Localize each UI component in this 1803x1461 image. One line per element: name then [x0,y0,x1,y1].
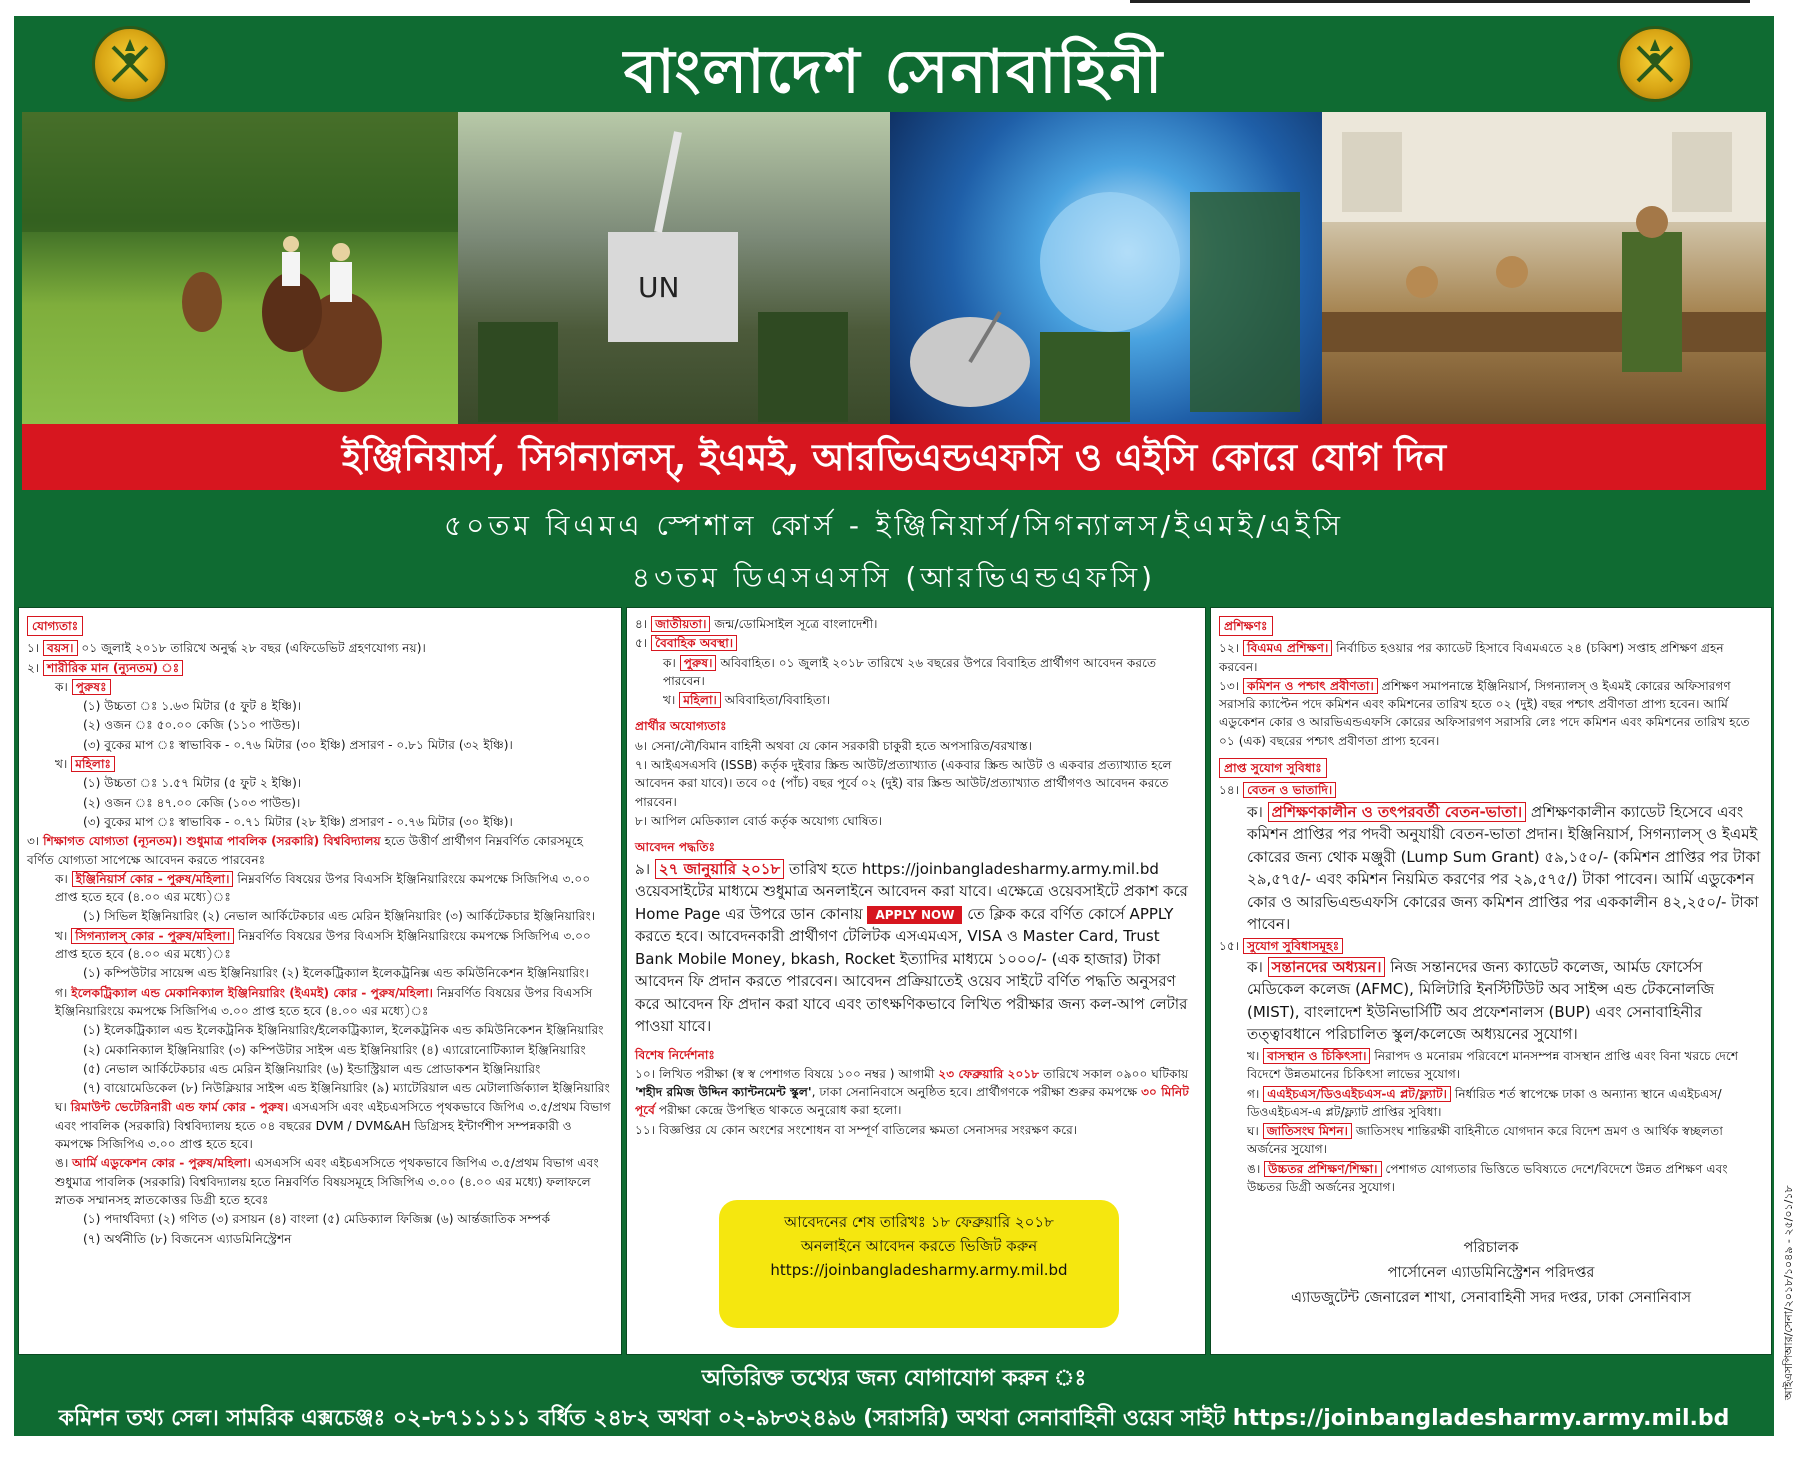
item-index: ক। [1247,802,1263,821]
ineligibility-7: ৭। আইএসএসবি (ISSB) কর্তৃক দুইবার স্ক্রিন্ড আউট/প্রত্যাখ্যাত (একবার স্ক্রিন্ড আউট ও একবার প্রত্যাখ্যাত হলে আবেদন করা যাবে)। তবে ০৫ (পাঁচ) বছর পূর্বে ০২ (দুই) বার স্ক্রিন্ড আউট/প্রত্যাখ্যাত প্রার্থীগণও আবেদন করতে পারবেন। [635,758,1172,809]
eligibility-panel [18,607,622,1355]
side-reference-code: আইএসপিআর/সেনা/২০১৮/১০৪৯ - ২৫/০১/১৮ [1782,1185,1795,1400]
apply-now-button[interactable]: APPLY NOW [867,906,962,924]
contact-heading: অতিরিক্ত তথ্যের জন্য যোগাযোগ করুন ঃ [701,1366,1087,1391]
engineers-text: নিম্নবর্ণিত বিষয়ের উপর বিএসসি ইঞ্জিনিয়ারিংয়ে কমপক্ষে সিজিপিএ ৩.০০ প্রাপ্ত হতে হবে (৪.০০ এর মধ্যে)ঃ [55,871,591,905]
rvfc-label: রিমাউন্ট ভেটেরিনারী এন্ড ফার্ম কোর - পুরুষ। [70,1100,289,1115]
training-13 [1219,677,1763,750]
signals-text: নিম্নবর্ণিত বিষয়ের উপর বিএসসি ইঞ্জিনিয়ারিংয়ে কমপক্ষে সিজিপিএ ৩.০০ প্রাপ্ত হতে হবে (৪.০০ এর মধ্যে)ঃ [55,928,591,962]
item-index: খ। [1247,1048,1260,1063]
marital-female-text: অবিবাহিতা/বিবাহিতা। [724,693,831,708]
deadline-box [719,1200,1119,1328]
nationality-row [635,615,1197,633]
children-study-label: সন্তানদের অধ্যয়ন। [1268,957,1386,977]
special-10-text-c: , ঢাকা সেনানিবাসে অনুষ্ঠিত হবে। প্রার্থীগণকে পরীক্ষা শুরুর কমপক্ষে [811,1085,1138,1100]
benefit-15a [1219,956,1763,1046]
benefit-15d [1219,1122,1763,1159]
benefit-14a [1219,801,1763,936]
deadline-url-link[interactable]: https://joinbangladesharmy.army.mil.bd [770,1261,1068,1279]
photo-horse-riders [22,112,458,424]
special-10-text-a: ১০। লিখিত পরীক্ষা (স্ব স্ব পেশাগত বিষয়ে ১০০ নম্বর ) আগামী [635,1066,935,1081]
female-label: মহিলাঃ [71,756,115,772]
marital-male-label: পুরুষ। [680,655,717,671]
female-heading [27,755,613,773]
ineligibility-6: ৬। সেনা/নৌ/বিমান বাহিনী অথবা যে কোন সরকারী চাকুরী হতে অপসারিত/বরখাস্ত। [635,738,1032,753]
item-index: খ। [663,693,676,708]
header [14,16,1774,108]
marital-row [635,634,1197,652]
exam-date: ২৩ ফেব্রুয়ারি ২০১৮ [938,1066,1040,1081]
special-11: ১১। বিজ্ঞপ্তির যে কোন অংশের সংশোধন বা সম্পূর্ণ বাতিলের ক্ষমতা সেনাসদর সংরক্ষণ করে। [635,1122,1078,1137]
male-height: (১) উচ্চতা ঃ ১.৬৩ মিটার (৫ ফুট ৪ ইঞ্চি)। [83,699,302,714]
recruitment-banner: ইঞ্জিনিয়ার্স, সিগন্যালস্‌, ইএমই, আরভিএন্ডএফসি ও এইসি কোরে যোগ দিন [22,424,1766,490]
item-index: ঙ। [1247,1161,1261,1176]
bma-training-text: নির্বাচিত হওয়ার পর ক্যাডেট হিসাবে বিএমএতে ২৪ (চব্বিশ) সপ্তাহ প্রশিক্ষণ গ্রহন করবেন। [1219,641,1724,674]
male-label: পুরুষঃ [72,679,111,695]
application-heading: আবেদন পদ্ধতিঃ [635,840,716,855]
education-row [27,832,613,869]
special-10-text-d: পরীক্ষা কেন্দ্রে উপস্থিত থাকতে অনুরোধ করা হলো। [658,1103,902,1118]
eme-list-2: (২) মেকানিক্যাল ইঞ্জিনিয়ারিং (৩) কম্পিউটার সাইন্স এন্ড ইঞ্জিনিয়ারিং (৪) এ্যারোনোটিক্যাল ইঞ্জিনিয়ারিং [83,1042,586,1057]
course-line-2: ৪৩তম ডিএসএসসি (আরভিএন্ডএফসি) [631,561,1157,594]
female-weight: (২) ওজন ঃ ৪৭.০০ কেজি (১০৩ পাউন্ড)। [83,795,301,810]
application-panel [626,607,1206,1355]
un-mission-label: জাতিসংঘ মিশন। [1263,1123,1352,1139]
commission-label: কমিশন ও পশ্চাৎ প্রবীণতা। [1243,678,1378,694]
item-number: ১৩। [1219,678,1240,693]
male-heading [27,678,613,696]
physical-label: শারীরিক মান (ন্যুনতম) ঃ [43,660,183,676]
engineers-label: ইঞ্জিনিয়ার্স কোর - পুরুষ/মহিলা। [72,871,234,887]
director-branch: এ্যাডজুটেন্ট জেনারেল শাখা, সেনাবাহিনী সদর দপ্তর, ঢাকা সেনানিবাস [1290,1289,1692,1306]
top-strip [0,0,1803,8]
eme-label: ইলেকট্রিক্যাল এন্ড মেকানিক্যাল ইঞ্জিনিয়ারিং (ইএমই) কোর - পুরুষ/মহিলা। [71,985,434,1000]
deadline-date: আবেদনের শেষ তারিখঃ ১৮ ফেব্রুয়ারি ২০১৮ [784,1213,1054,1231]
aec-text: এসএসসি এবং এইচএসসিতে পৃথকভাবে জিপিএ ৩.৫/প্রথম বিভাগ এবং শুধুমাত্র পাবলিক (সরকারি) বিশ্ববিদ্যালয় হতে নিম্নবর্ণিত বিষয়সমূহে সিজিপিএ ৩.০০ (৪.০০ এর মধ্যে) ফলাফলে স্নাতক সম্মানসহ স্নাতকোত্তর ডিগ্রী হতে হবেঃ [55,1156,599,1207]
benefit-15 [1219,937,1763,955]
ineligibility-8: ৮। আপিল মেডিক্যাল বোর্ড কর্তৃক অযোগ্য ঘোষিত। [635,813,883,828]
nationality-label: জাতীয়তা। [651,616,710,632]
top-rule [1130,0,1750,3]
application-text-2: ওয়েবসাইটের মাধ্যমে শুধুমাত্র অনলাইনে আবেদন করা যাবে। এক্ষেত্রে ওয়েবসাইটে প্রকাশ করে Home Page এর উপরে ডান কোনায় [635,882,1188,923]
benefit-15c [1219,1085,1763,1122]
item-index: গ। [55,985,68,1000]
benefits-heading: প্রাপ্ত সুযোগ সুবিধাঃ [1219,758,1327,778]
eme-row [27,984,613,1021]
item-number: ১২। [1219,641,1240,656]
aec-list-2: (৭) অর্থনীতি (৮) বিজনেস এ্যাডমিনিস্ট্রেশন [83,1231,292,1246]
eme-text: নিম্নবর্ণিত বিষয়ের উপর বিএসসি ইঞ্জিনিয়ারিংয়ে কমপক্ষে সিজিপিএ ৩.০০ প্রাপ্ত হতে হবে (৪.০০ এর মধ্যে)ঃ [55,985,593,1018]
rvfc-text: এসএসসি এবং এইচএসসিতে পৃথকভাবে জিপিএ ৩.৫/প্রথম বিভাগ এবং পাবলিক (সরকারি) বিশ্ববিদ্যালয় হতে ০৪ বছরের DVM / DVM&AH ডিগ্রিসহ ইন্টার্ণশীপ সম্পন্নকারী ও কমপক্ষে সিজিপিএ ৩.০০ প্রাপ্ত হতে হবে। [55,1100,611,1152]
exam-venue: 'শহীদ রমিজ উদ্দিন ক্যান্টনমেন্ট স্কুল' [635,1085,812,1100]
eligibility-heading: যোগ্যতাঃ [27,616,83,636]
item-number: ৫। [635,636,648,651]
facilities-label: সুযোগ সুবিধাসমূহঃ [1243,938,1343,954]
application-url-link[interactable]: https://joinbangladesharmy.army.mil.bd [861,859,1159,878]
children-study-text: নিজ সন্তানদের জন্য ক্যাডেট কলেজ, আর্মড ফোর্সেস মেডিকেল কলেজ (AFMC), মিলিটারি ইনস্টিটিউট অব সাইন্স এন্ড টেকনোলজি (MIST), বাংলাদেশ ইউনিভার্সিটি অব প্রফেশনালস (BUP) এবং সেনাবাহিনীর তত্ত্বাবধানে পরিচালিত স্কুল/কলেজে অধ্যয়নের সুযোগ। [1247,957,1715,1044]
signals-list: (১) কম্পিউটার সায়েন্স এন্ড ইঞ্জিনিয়ারিং (২) ইলেকট্রিক্যাল ইলেকট্রনিক্স এন্ড কমিউনিকেশন ইঞ্জিনিয়ারিং। [83,966,589,981]
deadline-visit: অনলাইনে আবেদন করতে ভিজিট করুন [800,1237,1038,1255]
education-label: শিক্ষাগত যোগ্যতা (ন্যূনতম)। শুধুমাত্র পাবলিক (সরকারি) বিশ্ববিদ্যালয় [43,834,381,849]
higher-study-text: পেশাগত যোগ্যতার ভিত্তিতে ভবিষ্যতে দেশে/বিদেশে উন্নত প্রশিক্ষণ এবং উচ্চতর ডিগ্রী অর্জনের সুযোগ। [1247,1161,1728,1195]
photo-un-engineers [458,112,890,424]
director-office: পার্সোনেল এ্যাডমিনিস্ট্রেশন পরিদপ্তর [1387,1264,1595,1281]
item-number: ১৫। [1219,938,1240,953]
special-10 [635,1065,1197,1120]
item-index: ক। [55,871,68,886]
item-number: ১। [27,641,40,656]
army-emblem-icon [1617,26,1693,102]
item-index: ঙ। [55,1156,69,1171]
photo-signals-montage [890,112,1322,424]
item-index: খ। [55,928,68,943]
svg-text:UN: UN [638,271,680,304]
item-number: ৩। [27,834,40,849]
benefit-14 [1219,781,1763,799]
commission-text: প্রশিক্ষণ সমাপনান্তে ইঞ্জিনিয়ার্স, সিগন্যালস্‌ ও ইএমই কোরের অফিসারগণ সরাসরি ক্যাপ্টেন পদে কমিশন এবং কমিশনের তারিখ হতে ০২ (দুই) বছর পশ্চাৎ প্রবীণতা প্রাপ্য হবেন। আর্মি এডুকেশন কোর ও আরভিএন্ডএফসি কোরের অফিসারগণ সরাসরি লেঃ পদে কমিশন এবং কমিশনের তারিখ হতে ০১ (এক) বছরের পশ্চাৎ প্রবীণতা প্রাপ্য হবেন। [1219,678,1750,748]
physical-row [27,659,613,677]
page-title: বাংলাদেশ সেনাবাহিনী [623,37,1165,107]
female-chest: (৩) বুকের মাপ ঃ স্বাভাবিক - ০.৭১ মিটার (২৮ ইঞ্চি) প্রসারণ - ০.৭৬ মিটার (৩০ ইঞ্চি)। [83,814,513,829]
training-12 [1219,639,1763,676]
contact-details: কমিশন তথ্য সেল। সামরিক এক্সচেঞ্জঃ ০২-৮৭১১১১১ বর্ধিত ২৪৮২ অথবা ০২-৯৮৩২৪৯৬ (সরাসরি) অথবা সেনাবাহিনী ওয়েব সাইট https://joinbangladesharmy.army.mil.bd [58,1406,1730,1431]
item-number: ৯। [635,859,651,878]
pay-label: বেতন ও ভাতাদি। [1243,782,1336,798]
marital-female-label: মহিলা। [679,692,721,708]
advertisement-frame [14,16,1774,1436]
pay-text: প্রশিক্ষণকালীন ক্যাডেট হিসেবে এবং কমিশন প্রাপ্তির পর পদবী অনুযায়ী বেতন-ভাতা প্রদান। ইঞ্জিনিয়ার্স, সিগন্যালস্‌ ও ইএমই কোরের জন্য থোক মঞ্জুরী (Lump Sum Grant) ৫৯,১৫০/- (কমিশন প্রাপ্তির পর টাকা ২৯,৫৭৫/- এবং কমিশন নিয়মিত করণের পর ২৯,৫৭৫/) টাকা পাবেন। আর্মি এডুকেশন কোর ও আরভিএন্ডএফসি কোরের জন্য কমিশন প্রাপ্তির পর এককালীন ৪২,২৫০/- টাকা পাবেন। [1247,802,1761,934]
male-chest: (৩) বুকের মাপ ঃ স্বাভাবিক - ০.৭৬ মিটার (৩০ ইঞ্চি) প্রসারণ - ০.৮১ মিটার (৩২ ইঞ্চি)। [83,737,513,752]
item-index: ঘ। [55,1100,67,1115]
age-row [27,639,613,657]
item-index: খ। [55,757,68,772]
training-heading: প্রশিক্ষণঃ [1219,616,1273,636]
item-number: ২। [27,660,40,675]
engineers-list: (১) সিভিল ইঞ্জিনিয়ারিং (২) নেভাল আর্কিটেকচার এন্ড মেরিন ইঞ্জিনিয়ারিং (৩) আর্কিটেকচার ইঞ্জিনিয়ারিং। [83,909,596,924]
housing-label: বাসস্থান ও চিকিৎসা। [1263,1048,1370,1064]
marital-male-text: অবিবাহিত। ০১ জুলাই ২০১৮ তারিখে ২৬ বছরের উপরে বিবাহিত প্রার্থীগণ আবেদন করতে পারবেন। [663,655,1157,688]
engineers-row [27,870,613,907]
male-weight: (২) ওজন ঃ ৫০.০০ কেজি (১১০ পাউন্ড)। [83,718,301,733]
item-index: ঘ। [1247,1124,1259,1139]
education-text: হতে উত্তীর্ণ প্রার্থীগণ নিম্নবর্ণিত কোরসমূহে বর্ণিত যোগ্যতা সাপেক্ষে আবেদন করতে পারবেনঃ [27,834,584,867]
director-block [1219,1236,1763,1310]
eme-list-4: (৭) বায়োমেডিকেল (৮) নিউক্লিয়ার সাইন্স এন্ড ইঞ্জিনিয়ারিং (৯) ম্যাটেরিয়াল এন্ড মেটালার্জিক্যাল ইঞ্জিনিয়ারিং [83,1081,610,1096]
training-panel [1210,607,1772,1355]
eme-list-3: (৫) নেভাল আর্কিটেকচার এন্ড মেরিন ইঞ্জিনিয়ারিং (৬) ইন্ডাস্ট্রিয়াল এন্ড প্রোডাকশন ইঞ্জিনিয়ারিং [83,1061,541,1076]
application-text-3: তে ক্লিক করে বর্ণিত কোর্সে APPLY করতে হবে। আবেদনকারী প্রার্থীগণ টেলিটক এসএমএস, VISA ও Master Card, Trust Bank Mobile Money, bkash, Rocket ইত্যাদির মাধ্যমে ১০০০/- (এক হাজার) টাকা আবেদন ফি প্রদান করতে পারবেন। আবেদন প্রক্রিয়াতেই ওয়েব সাইটে বর্ণিত পদ্ধতি অনুসরণ করে আবেদন ফি প্রদান করা যাবে এবং তাৎক্ষণিকভাবে লিখিত পরীক্ষার জন্য কল-আপ লেটার পাওয়া যাবে। [635,904,1188,1036]
marital-female [635,691,1197,709]
bma-training-label: বিএমএ প্রশিক্ষণ। [1243,640,1332,656]
marital-male [635,654,1197,691]
age-text: ০১ জুলাই ২০১৮ তারিখে অনুর্দ্ধ ২৮ বছর (এফিডেভিট গ্রহণযোগ্য নয়)। [81,641,426,656]
un-mission-text: জাতিসংঘ শান্তিরক্ষী বাহিনীতে যোগদান করে বিদেশ ভ্রমণ ও আর্থিক স্বচ্ছলতা অর্জনের সুযোগ। [1247,1124,1723,1157]
eme-list-1: (১) ইলেকট্রিক্যাল এন্ড ইলেকট্রনিক ইঞ্জিনিয়ারিং/ইলেকট্রিক্যাল, ইলেকট্রনিক এন্ড কমিউনিকেশন ইঞ্জিনিয়ারিং [83,1023,604,1038]
benefit-15b [1219,1047,1763,1084]
photo-strip [22,112,1766,424]
item-index: ক। [1247,957,1263,976]
application-text-1: তারিখ হতে [789,859,857,878]
director-title: পরিচালক [1463,1240,1519,1257]
application-start-date: ২৭ জানুয়ারি ২০১৮ [655,859,784,879]
report-time: ৩০ মিনিট পূর্বে [635,1085,1189,1118]
item-index: ক। [55,679,68,694]
application-text [635,858,1197,1038]
special-instructions-heading: বিশেষ নির্দেশনাঃ [635,1047,715,1062]
photo-classroom [1322,112,1766,424]
housing-text: নিরাপদ ও মনোরম পরিবেশে মানসম্পন্ন বাসস্থান প্রাপ্তি এবং বিনা খরচে দেশে বিদেশে উন্নতমানের চিকিৎসা লাভের সুযোগ। [1247,1048,1739,1082]
female-height: (১) উচ্চতা ঃ ১.৫৭ মিটার (৫ ফুট ২ ইঞ্চি)। [83,776,302,791]
rvfc-row [27,1098,613,1153]
signals-row [27,927,613,964]
course-line-1: ৫০তম বিএমএ স্পেশাল কোর্স - ইঞ্জিনিয়ার্স/সিগন্যালস/ইএমই/এইসি [443,509,1345,542]
signals-label: সিগন্যালস্‌ কোর - পুরুষ/মহিলা। [71,928,234,944]
nationality-text: জন্ম/ডোমিসাইল সূত্রে বাংলাদেশী। [714,617,878,631]
item-index: ক। [663,655,676,670]
special-10-text-b: তারিখে সকাল ০৯০০ ঘটিকায় [1043,1066,1189,1081]
aec-row [27,1154,613,1209]
age-label: বয়স। [43,640,77,656]
item-number: ৪। [635,617,648,631]
item-index: গ। [1247,1086,1260,1101]
item-number: ১৪। [1219,783,1240,798]
ineligibility-heading: প্রার্থীর অযোগ্যতাঃ [635,719,727,734]
plot-text: নির্ধারিত শর্ত স্বাপেক্ষে ঢাকা ও অন্যান্য স্থানে এএইচএস/ডিওএইচএস-এ প্লট/ফ্ল্যাট প্রাপ্তির সুবিধা। [1247,1086,1722,1119]
aec-label: আর্মি এডুকেশন কোর - পুরুষ/মহিলা। [72,1156,251,1171]
aec-list-1: (১) পদার্থবিদ্যা (২) গণিত (৩) রসায়ন (৪) বাংলা (৫) মেডিক্যাল ফিজিক্স (৬) আর্ন্তজাতিক সম্পর্ক [83,1212,551,1227]
pay-sub-label: প্রশিক্ষণকালীন ও তৎপরবর্তী বেতন-ভাতা। [1268,802,1527,822]
marital-label: বৈবাহিক অবস্থা। [651,635,737,651]
plot-label: এএইচএস/ডিওএইচএস-এ প্লট/ফ্ল্যাট। [1263,1086,1451,1102]
higher-study-label: উচ্চতর প্রশিক্ষণ/শিক্ষা। [1264,1161,1381,1177]
benefit-15e [1219,1160,1763,1197]
